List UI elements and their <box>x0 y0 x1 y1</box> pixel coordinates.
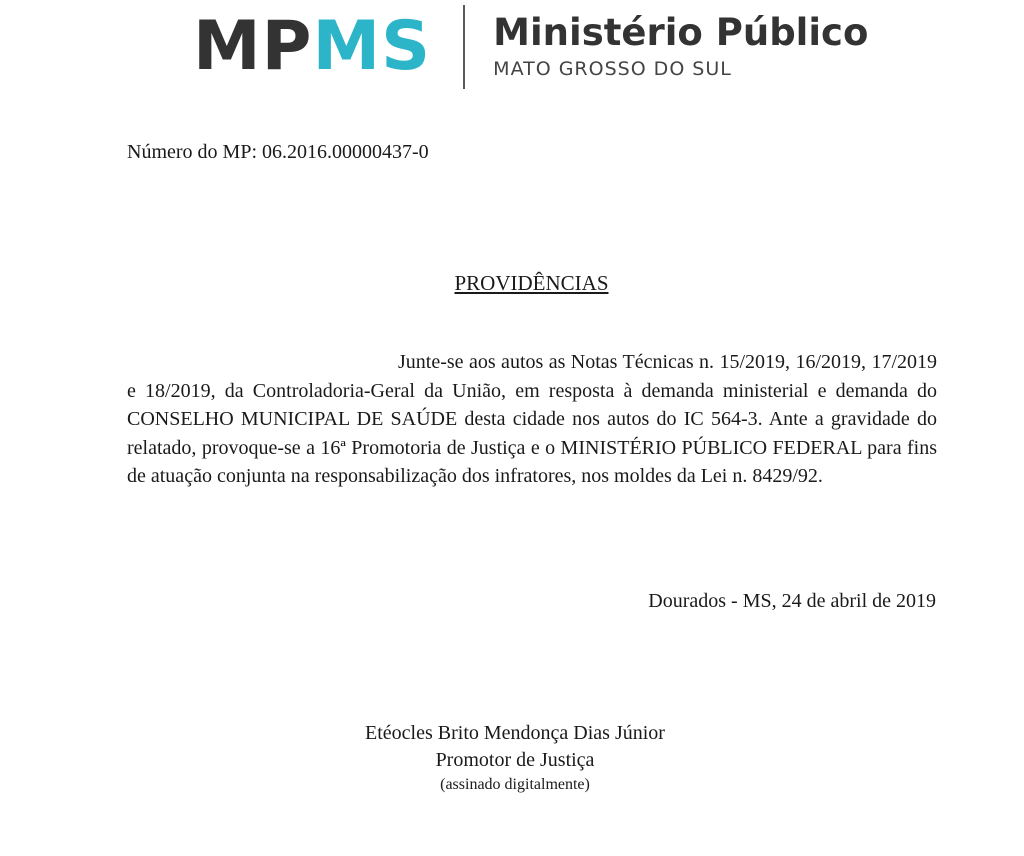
logo-text <box>493 10 869 81</box>
document-heading: PROVIDÊNCIAS <box>454 271 609 295</box>
logo-subtitle: MATO GROSSO DO SUL <box>493 58 732 81</box>
signature-note: (assinado digitalmente) <box>440 776 590 793</box>
mpms-logo <box>193 4 868 90</box>
logo-mark <box>193 7 432 86</box>
signer-role: Promotor de Justiça <box>435 749 595 771</box>
logo-divider <box>463 5 465 89</box>
logo-mp-text: MP <box>193 7 313 86</box>
document-body: Junte-se aos autos as Notas Técnicas n. 15/2019, 16/2019, 17/2019 e 18/2019, da Controladoria-Geral da União, em resposta à demanda ministerial e demanda do CONSELHO MUNICIPAL DE SAÚDE desta cidade nos autos do IC 564-3. Ante a gravidade do relatado, provoque-se a 16ª Promotoria de Justiça e o MINISTÉRIO PÚBLICO FEDERAL para fins de atuação conjunta na responsabilização dos infratores, nos moldes da Lei n. 8429/92. <box>127 351 937 487</box>
document-date: Dourados - MS, 24 de abril de 2019 <box>648 590 936 612</box>
signer-name: Etéocles Brito Mendonça Dias Júnior <box>365 722 665 744</box>
logo-title: Ministério Público <box>493 10 869 54</box>
signature-block <box>0 719 1024 797</box>
mp-number: Número do MP: 06.2016.00000437-0 <box>127 141 429 163</box>
logo-ms-text: MS <box>312 7 432 86</box>
